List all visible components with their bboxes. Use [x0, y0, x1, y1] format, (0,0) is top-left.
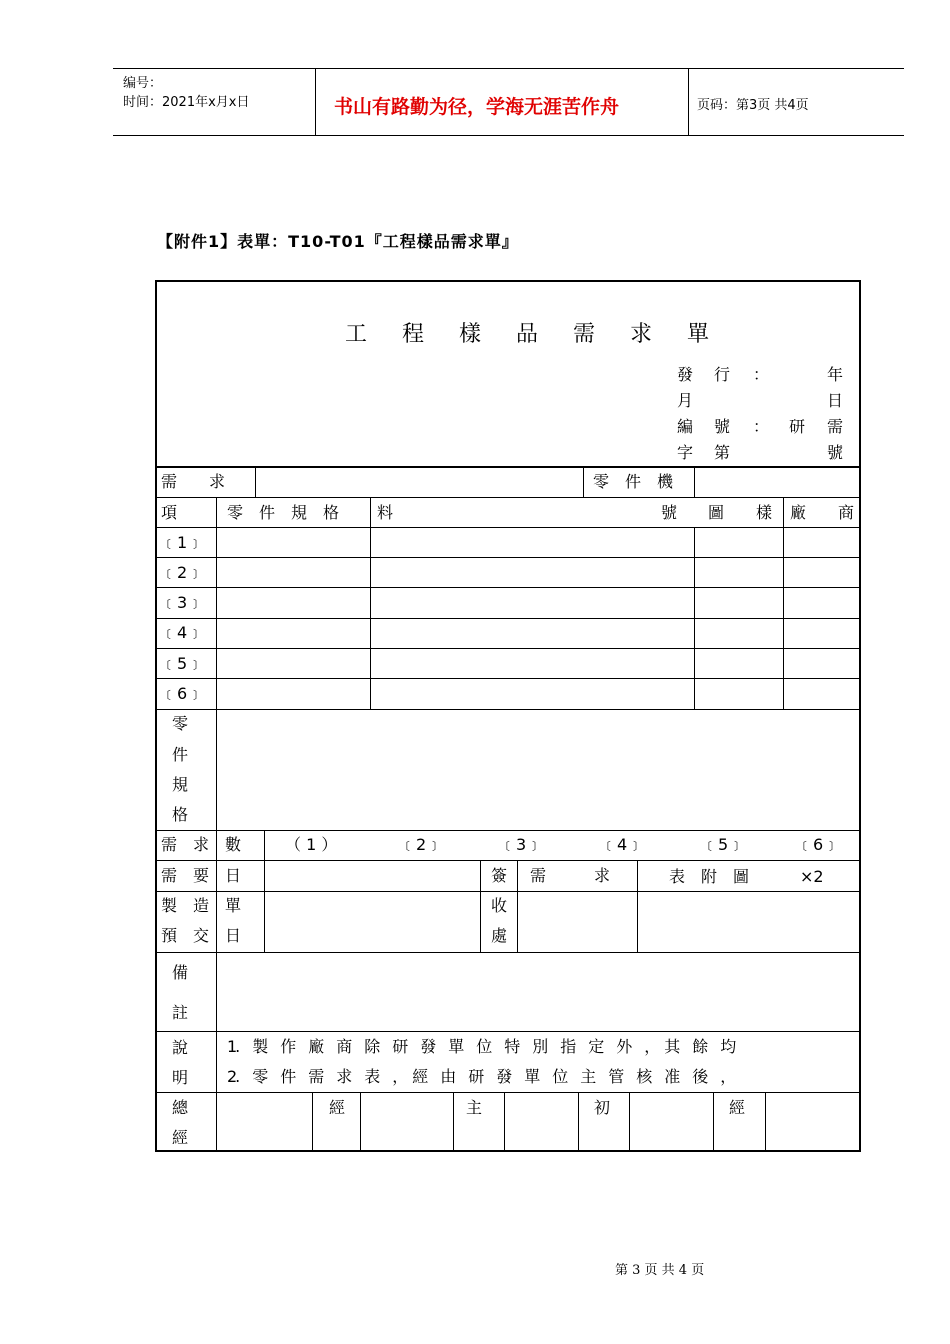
desc-line-2: 2. 零 件 需 求 表 ， 經 由 研 發 單 位 主 管 核 准 後 ，: [227, 1067, 735, 1086]
mfg-label-1: 製 造 單: [161, 896, 242, 915]
doc-time: 时间：2021年x月x日: [123, 95, 250, 110]
part-spec-char: 件: [172, 745, 189, 764]
gm-char: 總: [172, 1098, 189, 1117]
part-machine-label: 零 件 機: [593, 472, 674, 491]
col-vendor: 廠 商: [790, 503, 855, 522]
qty-1: （ 1 ）: [285, 835, 338, 854]
qty-5: ﹝5﹞: [702, 835, 745, 854]
part-spec-char: 規: [172, 775, 189, 794]
remarks-char: 註: [172, 1003, 189, 1022]
page-info: 页码：第3页 共4页: [697, 98, 809, 113]
item-label: ﹝6﹞: [161, 684, 204, 703]
sample-request-form: 工 程 樣 品 需 求 單 發 行 ： 年 月 日 編 號 ： 研 需 字 第 號 需 求 零 件 機 項 零 件 規 格 料 號 圖 樣 廠 商 ﹝1﹞ ﹝2﹞ ﹝3﹞ ﹝4﹞ ﹝5﹞ ﹝6﹞ 零 件 規 格 需 求 數 （ 1 ） ﹝2﹞ ﹝3﹞ ﹝4﹞ ﹝5﹞ ﹝6﹞ 需 要 日 簽 收 處 需 求 表 附 圖 ×2 製 造 單 預 交 日 備 註 說 明 1. 製 作 廠 商 除 研 發 單 位 特 別 指 定 外 ， 其 餘 均 2. 零 件 需 求 表 ， 經 由 研 發 單 位 主 管 核 准 後 ， 總 經 經 主 初 經: [155, 280, 861, 1152]
doc-number: 编号：: [123, 76, 163, 91]
part-spec-char: 格: [172, 805, 189, 824]
col-drawing: 圖 樣: [708, 503, 773, 522]
item-label: ﹝5﹞: [161, 654, 204, 673]
gm-char: 經: [172, 1128, 189, 1147]
sign-char: 簽: [491, 866, 508, 885]
item-label: ﹝1﹞: [161, 533, 204, 552]
sign-char: 處: [491, 926, 508, 945]
mfg-label-2: 預 交 日: [161, 926, 242, 945]
sign-cell-manager: 經: [329, 1098, 346, 1117]
sign-cell-initial: 初: [594, 1098, 611, 1117]
desc-char: 說: [172, 1038, 189, 1057]
sign-cell-supervisor: 主: [466, 1098, 483, 1117]
attach-label: 表 附 圖: [669, 867, 750, 886]
part-spec-char: 零: [172, 714, 189, 733]
attach-count: ×2: [800, 867, 824, 886]
demand-label: 需 求: [161, 472, 226, 491]
item-label: ﹝2﹞: [161, 563, 204, 582]
col-item: 項: [161, 503, 178, 522]
col-part-spec: 零 件 規 格: [227, 503, 340, 522]
qty-label: 需 求 數: [161, 835, 242, 854]
attachment-title: 【附件1】表單：T10-T01『工程樣品需求單』: [157, 232, 519, 251]
qty-2: ﹝2﹞: [400, 835, 443, 854]
sign-char: 收: [491, 896, 508, 915]
col-material: 料: [377, 503, 394, 522]
qty-4: ﹝4﹞: [601, 835, 644, 854]
form-title: 工 程 樣 品 需 求 單: [345, 322, 723, 347]
page-footer: 第 3 页 共 4 页: [615, 1263, 705, 1278]
need-date-label: 需 要 日: [161, 866, 242, 885]
sign-demand-label: 需 求: [530, 866, 611, 885]
col-number: 號: [661, 503, 678, 522]
remarks-char: 備: [172, 963, 189, 982]
item-label: ﹝4﹞: [161, 623, 204, 642]
sign-cell-manager-2: 經: [729, 1098, 746, 1117]
qty-6: ﹝6﹞: [797, 835, 840, 854]
qty-3: ﹝3﹞: [500, 835, 543, 854]
desc-line-1: 1. 製 作 廠 商 除 研 發 單 位 特 別 指 定 外 ， 其 餘 均: [227, 1037, 735, 1056]
motto: 书山有路勤为径，学海无涯苦作舟: [334, 96, 620, 118]
item-label: ﹝3﹞: [161, 593, 204, 612]
desc-char: 明: [172, 1068, 189, 1087]
